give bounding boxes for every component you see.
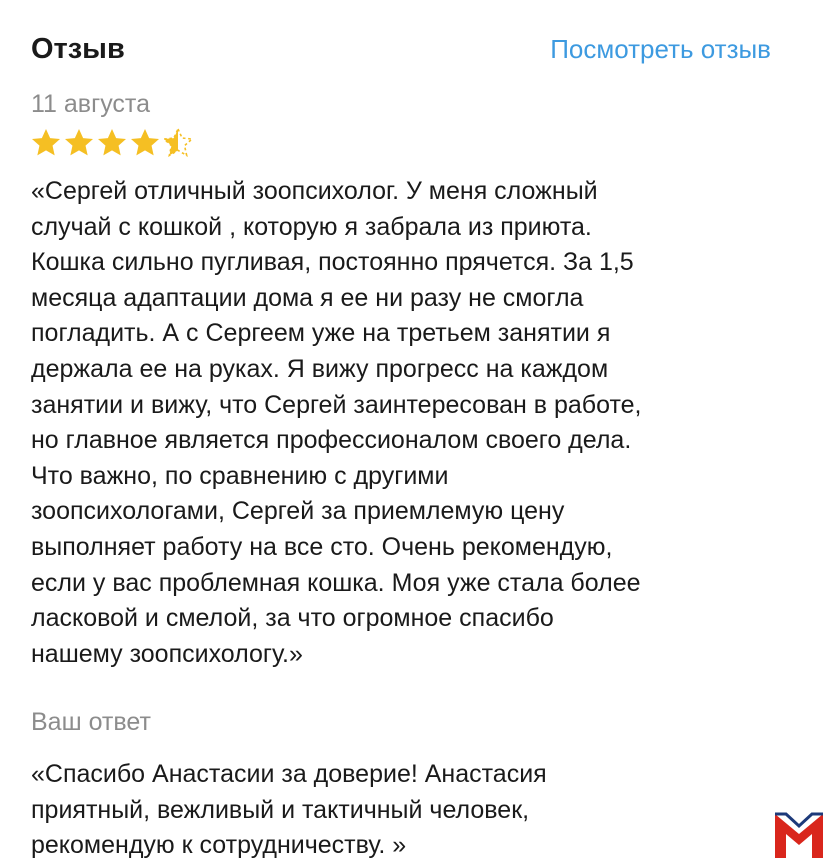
page-title: Отзыв bbox=[31, 33, 125, 65]
review-date: 11 августа bbox=[31, 90, 150, 118]
review-text: «Сергей отличный зоопсихолог. У меня сложный случай с кошкой , которую я забрала из приюта. Кошка сильно пугливая, постоянно прячется. За 1,5 месяца адаптации дома я ее ни разу не смогла погладить. А с Сергеем уже на третьем занятии я держала ее на руках. Я вижу прогресс на каждом занятии и вижу, что Сергей заинтересован в работе, но главное является профессионалом своего дела. Что важно, по сравнению с другими зоопсихологами, Сергей за приемлемую цену выполняет работу на все сто. Очень рекомендую, если у вас проблемная кошка. Моя уже стала более ласковой и смелой, за что огромное спасибо нашему зоопсихологу.» bbox=[31, 177, 642, 668]
review-header bbox=[31, 30, 771, 70]
answer-label: Ваш ответ bbox=[31, 708, 151, 736]
answer-text: «Спасибо Анастасии за доверие! Анастасия приятный, вежливый и тактичный человек, рекомендую к сотрудничеству. » bbox=[31, 760, 547, 858]
m-logo-icon bbox=[772, 808, 826, 858]
half-star-icon bbox=[162, 127, 194, 159]
star-icon bbox=[96, 127, 128, 159]
star-icon bbox=[129, 127, 161, 159]
star-icon bbox=[63, 127, 95, 159]
view-review-link[interactable]: Посмотреть отзыв bbox=[550, 34, 771, 64]
star-rating bbox=[30, 126, 195, 160]
star-icon bbox=[30, 127, 62, 159]
